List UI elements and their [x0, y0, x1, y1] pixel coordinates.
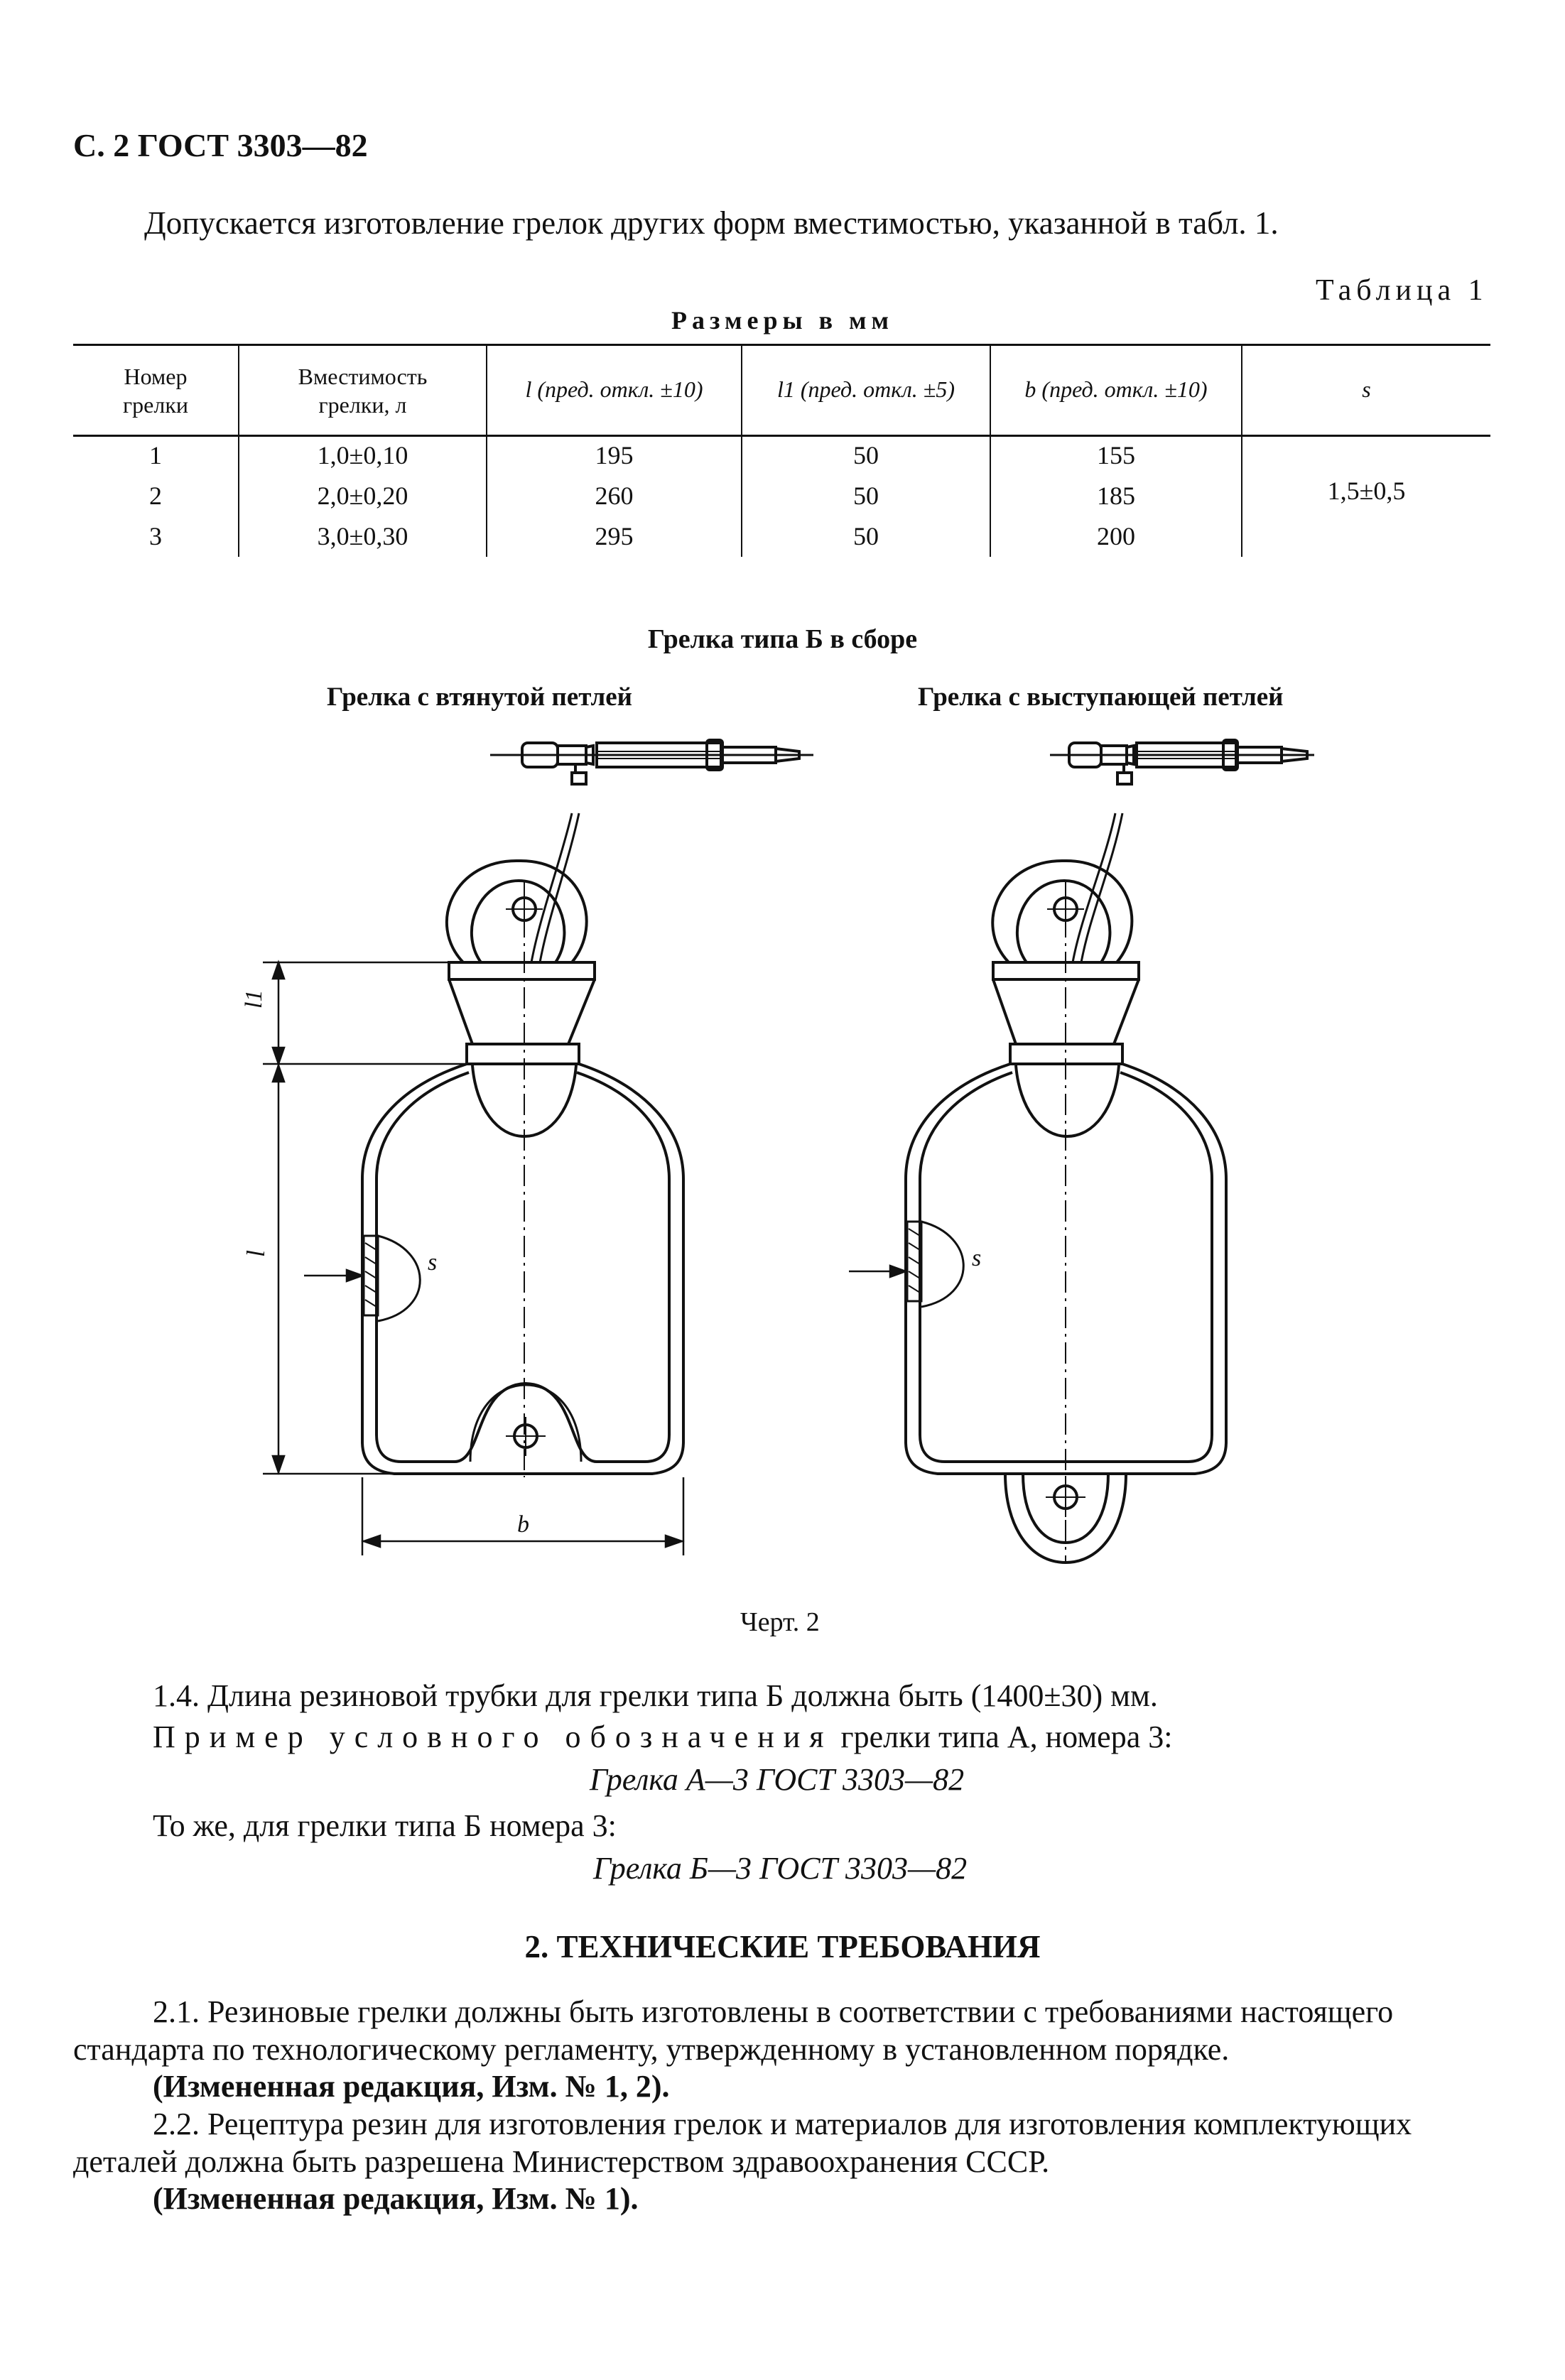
amendment-note-2-1: (Измененная редакция, Изм. № 1, 2). — [153, 2069, 670, 2104]
designation-a: Грелка А—3 ГОСТ 3303—82 — [590, 1762, 965, 1797]
intro-paragraph: Допускается изготовление грелок других форм вместимостью, указанной в табл. 1. — [144, 205, 1279, 241]
hot-water-bottle-protruding-loop — [906, 813, 1226, 1563]
example-lead: Пример условного обозначения — [153, 1719, 833, 1754]
example-rest: грелки типа А, номера 3: — [833, 1719, 1173, 1754]
paragraph-2-1-line1: 2.1. Резиновые грелки должны быть изготовлены в соответствии с требованиями настоящего — [153, 1994, 1394, 2029]
hot-water-bottle-retracted-loop — [362, 813, 683, 1477]
paragraph-example — [153, 1719, 1172, 1755]
dim-label-s-right: s — [972, 1245, 982, 1271]
cell-number: 1 — [149, 441, 162, 469]
cell-l: 295 — [595, 522, 634, 550]
th-l: l (пред. откл. ±10) — [525, 376, 703, 402]
dimension-lines-left — [263, 962, 683, 1555]
cell-s: 1,5±0,5 — [1327, 477, 1406, 505]
th-capacity: Вместимость грелки, л — [298, 364, 428, 418]
cell-l1: 50 — [853, 441, 879, 469]
th-s: s — [1362, 376, 1371, 402]
th-b: b (пред. откл. ±10) — [1024, 376, 1208, 402]
dim-label-l1: l1 — [241, 989, 267, 1009]
cell-capacity: 1,0±0,10 — [317, 441, 408, 469]
cell-b: 200 — [1097, 522, 1135, 550]
figure-title: Грелка типа Б в сборе — [647, 624, 918, 654]
cell-number: 3 — [149, 522, 162, 550]
cell-l1: 50 — [853, 522, 879, 550]
cell-number: 2 — [149, 482, 162, 510]
cell-l1: 50 — [853, 482, 879, 510]
table-label: Таблица 1 — [1316, 274, 1488, 307]
dim-label-l: l — [242, 1249, 270, 1257]
tube-assembly-left — [490, 740, 813, 784]
paragraph-2-2-line2: деталей должна быть разрешена Министерством здравоохранения СССР. — [73, 2144, 1050, 2179]
table-units: Размеры в мм — [671, 306, 894, 335]
th-number: Номер грелки — [123, 364, 188, 418]
cell-capacity: 2,0±0,20 — [317, 482, 408, 510]
amendment-note-2-2: (Измененная редакция, Изм. № 1). — [153, 2181, 639, 2216]
dimension-lines-right — [849, 1266, 907, 1277]
paragraph-1-4: 1.4. Длина резиновой трубки для грелки типа Б должна быть (1400±30) мм. — [153, 1678, 1158, 1713]
cell-capacity: 3,0±0,30 — [317, 522, 408, 550]
figure-left-title: Грелка с втянутой петлей — [327, 683, 632, 712]
tube-assembly-right — [1050, 740, 1314, 784]
figure-caption: Черт. 2 — [740, 1607, 820, 1637]
page-header: С. 2 ГОСТ 3303—82 — [73, 127, 368, 163]
dim-label-b: b — [517, 1511, 529, 1538]
paragraph-2-2-line1: 2.2. Рецептура резин для изготовления грелок и материалов для изготовления комплектующих — [153, 2107, 1412, 2141]
cell-l: 195 — [595, 441, 634, 469]
dim-label-s: s — [428, 1249, 438, 1276]
cell-l: 260 — [595, 482, 634, 510]
figure-drawing — [0, 710, 1565, 1591]
table-top-rule — [73, 344, 1490, 346]
paragraph-2-1-line2: стандарта по технологическому регламенту, утвержденному в установленном порядке. — [73, 2032, 1230, 2067]
designation-b: Грелка Б—3 ГОСТ 3303—82 — [593, 1851, 968, 1886]
cell-b: 185 — [1097, 482, 1135, 510]
cell-b: 155 — [1097, 441, 1135, 469]
th-l1: l1 (пред. откл. ±5) — [776, 376, 955, 402]
section-title: 2. ТЕХНИЧЕСКИЕ ТРЕБОВАНИЯ — [524, 1929, 1041, 1965]
table-header-rule — [73, 435, 1490, 437]
figure-right-title: Грелка с выступающей петлей — [918, 683, 1284, 712]
paragraph-same-for-b: То же, для грелки типа Б номера 3: — [153, 1808, 617, 1843]
